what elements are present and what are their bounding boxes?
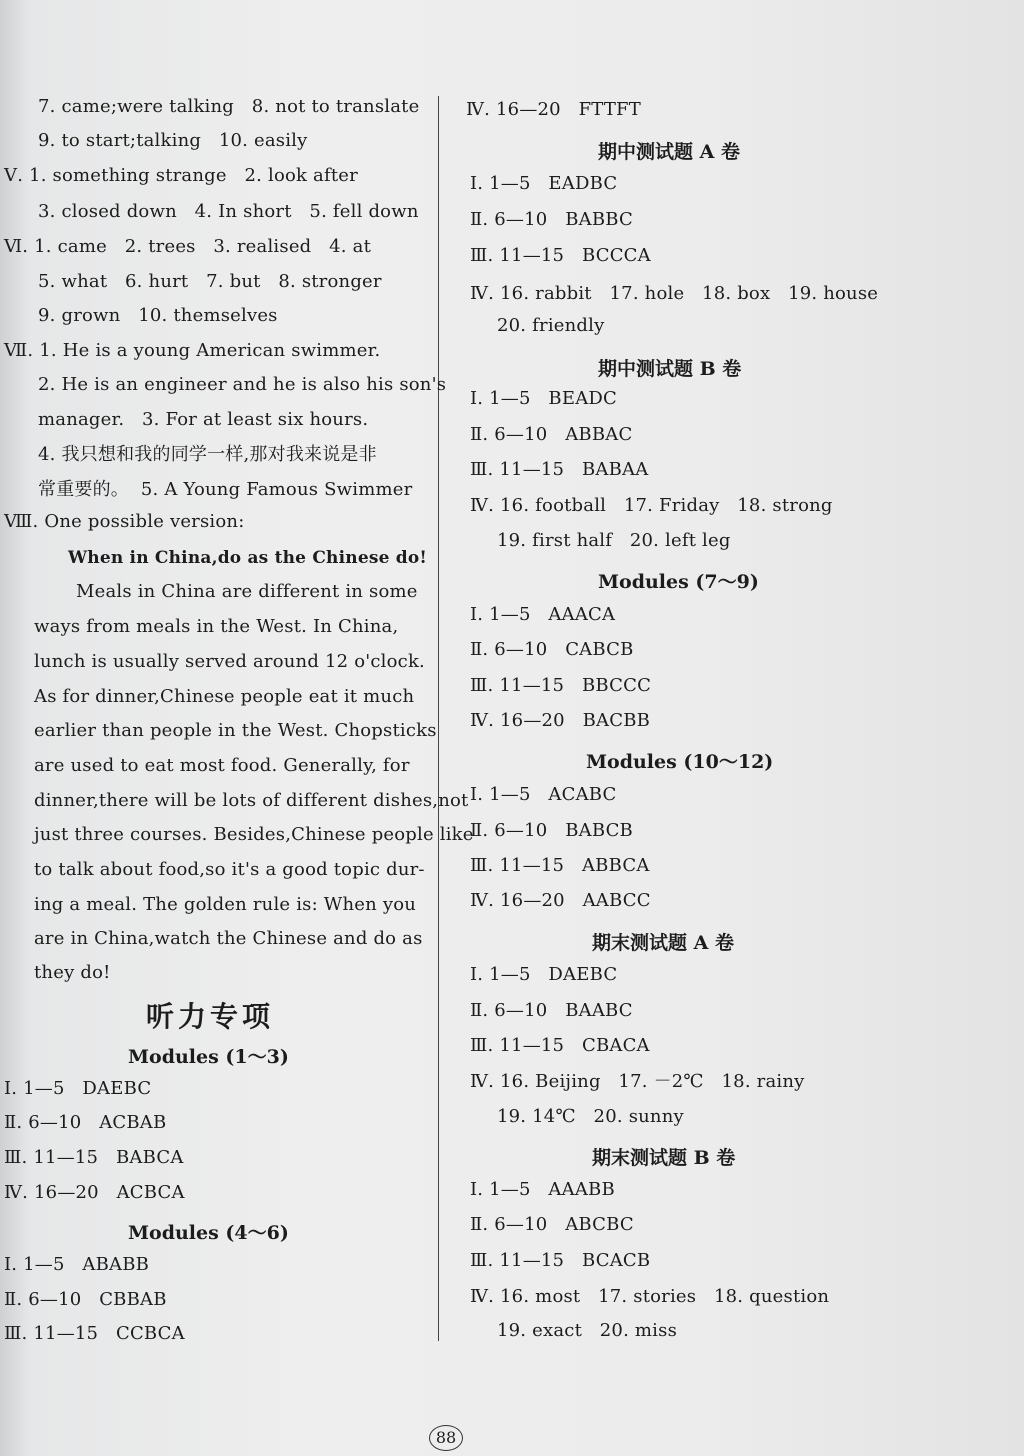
answer-row: 19. exact 20. miss: [497, 1320, 678, 1341]
answer-row: Ⅰ. 1—5 AAABB: [470, 1179, 615, 1200]
essay-line: earlier than people in the West. Chopsticks: [34, 720, 437, 741]
answer-row: Ⅱ. 6—10 BAABC: [470, 1000, 633, 1021]
essay-line: ways from meals in the West. In China,: [34, 616, 399, 637]
section-title: 听力专项: [146, 1000, 275, 1033]
essay-line: to talk about food,so it's a good topic dur-: [34, 859, 425, 880]
page-number-text: 88: [435, 1428, 457, 1447]
answer-row: 19. 14℃ 20. sunny: [497, 1106, 684, 1127]
left-line: Ⅵ. 1. came 2. trees 3. realised 4. at: [4, 236, 372, 257]
answer-row: Ⅳ. 16. rabbit 17. hole 18. box 19. house: [470, 283, 879, 304]
left-line: 4. 我只想和我的同学一样,那对我来说是非: [38, 444, 377, 465]
essay-line: dinner,there will be lots of different dishes,not: [34, 790, 469, 811]
answer-row: 20. friendly: [497, 315, 605, 336]
essay-line: Meals in China are different in some: [76, 581, 418, 602]
essay-line: they do!: [34, 962, 111, 983]
essay-title: When in China,do as the Chinese do!: [68, 548, 428, 568]
essay-line: As for dinner,Chinese people eat it much: [34, 686, 415, 707]
left-line: 2. He is an engineer and he is also his son's: [38, 374, 447, 395]
essay-line: are in China,watch the Chinese and do as: [34, 928, 423, 949]
answer-row: Ⅳ. 16—20 FTTFT: [466, 99, 641, 120]
answer-row: Ⅰ. 1—5 ACABC: [470, 784, 617, 805]
answer-row: Ⅱ. 6—10 ACBAB: [4, 1112, 167, 1133]
left-line: 常重要的。 5. A Young Famous Swimmer: [38, 479, 413, 500]
left-line: manager. 3. For at least six hours.: [38, 409, 369, 430]
answer-row: Ⅲ. 11—15 ABBCA: [470, 855, 650, 876]
answer-row: Ⅱ. 6—10 BABBC: [470, 209, 633, 230]
page-number: [421, 1423, 471, 1453]
left-line: 9. grown 10. themselves: [38, 305, 278, 326]
answer-row: Ⅲ. 11—15 BCACB: [470, 1250, 651, 1271]
answer-row: Ⅲ. 11—15 BABCA: [4, 1147, 184, 1168]
answer-row: Ⅳ. 16. most 17. stories 18. question: [470, 1286, 830, 1307]
test-heading: 期中测试题 A 卷: [598, 141, 740, 163]
answer-row: 19. first half 20. left leg: [497, 530, 731, 551]
left-line: 7. came;were talking 8. not to translate: [38, 96, 420, 117]
left-line: Ⅶ. 1. He is a young American swimmer.: [4, 340, 381, 361]
test-heading: 期末测试题 A 卷: [592, 932, 734, 954]
answer-row: Ⅲ. 11—15 CCBCA: [4, 1323, 185, 1344]
answer-row: Ⅳ. 16. football 17. Friday 18. strong: [470, 495, 833, 516]
answer-row: Ⅰ. 1—5 BEADC: [470, 388, 617, 409]
modules-heading: Modules (10～12): [586, 751, 774, 773]
modules-heading: Modules (1～3): [128, 1046, 289, 1068]
answer-row: Ⅳ. 16. Beijing 17. －2℃ 18. rainy: [470, 1071, 805, 1092]
essay-line: lunch is usually served around 12 o'clock.: [34, 651, 425, 672]
answer-row: Ⅰ. 1—5 ABABB: [4, 1254, 150, 1275]
modules-heading: Modules (7～9): [598, 571, 759, 593]
answer-row: Ⅱ. 6—10 ABCBC: [470, 1214, 634, 1235]
test-heading: 期末测试题 B 卷: [592, 1147, 736, 1169]
left-line: 9. to start;talking 10. easily: [38, 130, 308, 151]
answer-row: Ⅰ. 1—5 DAEBC: [4, 1078, 152, 1099]
essay-line: just three courses. Besides,Chinese people like: [34, 824, 474, 845]
answer-row: Ⅰ. 1—5 AAACA: [470, 604, 616, 625]
left-line: 5. what 6. hurt 7. but 8. stronger: [38, 271, 382, 292]
answer-row: Ⅳ. 16—20 AABCC: [470, 890, 651, 911]
answer-row: Ⅲ. 11—15 BABAA: [470, 459, 649, 480]
answer-row: Ⅱ. 6—10 CBBAB: [4, 1289, 167, 1310]
answer-row: Ⅲ. 11—15 BBCCC: [470, 675, 652, 696]
answer-row: Ⅳ. 16—20 ACBCA: [4, 1182, 185, 1203]
answer-row: Ⅳ. 16—20 BACBB: [470, 710, 651, 731]
essay-line: ing a meal. The golden rule is: When you: [34, 894, 417, 915]
answer-row: Ⅱ. 6—10 BABCB: [470, 820, 633, 841]
left-line: 3. closed down 4. In short 5. fell down: [38, 201, 419, 222]
essay-line: are used to eat most food. Generally, for: [34, 755, 410, 776]
answer-row: Ⅲ. 11—15 CBACA: [470, 1035, 650, 1056]
test-heading: 期中测试题 B 卷: [598, 358, 742, 380]
answer-row: Ⅱ. 6—10 ABBAC: [470, 424, 633, 445]
answer-row: Ⅱ. 6—10 CABCB: [470, 639, 634, 660]
left-line: Ⅴ. 1. something strange 2. look after: [4, 165, 358, 186]
modules-heading: Modules (4～6): [128, 1222, 289, 1244]
column-divider: [438, 96, 439, 1341]
left-line: Ⅷ. One possible version:: [4, 511, 245, 532]
answer-row: Ⅰ. 1—5 EADBC: [470, 173, 618, 194]
answer-row: Ⅰ. 1—5 DAEBC: [470, 964, 618, 985]
answer-row: Ⅲ. 11—15 BCCCA: [470, 245, 651, 266]
